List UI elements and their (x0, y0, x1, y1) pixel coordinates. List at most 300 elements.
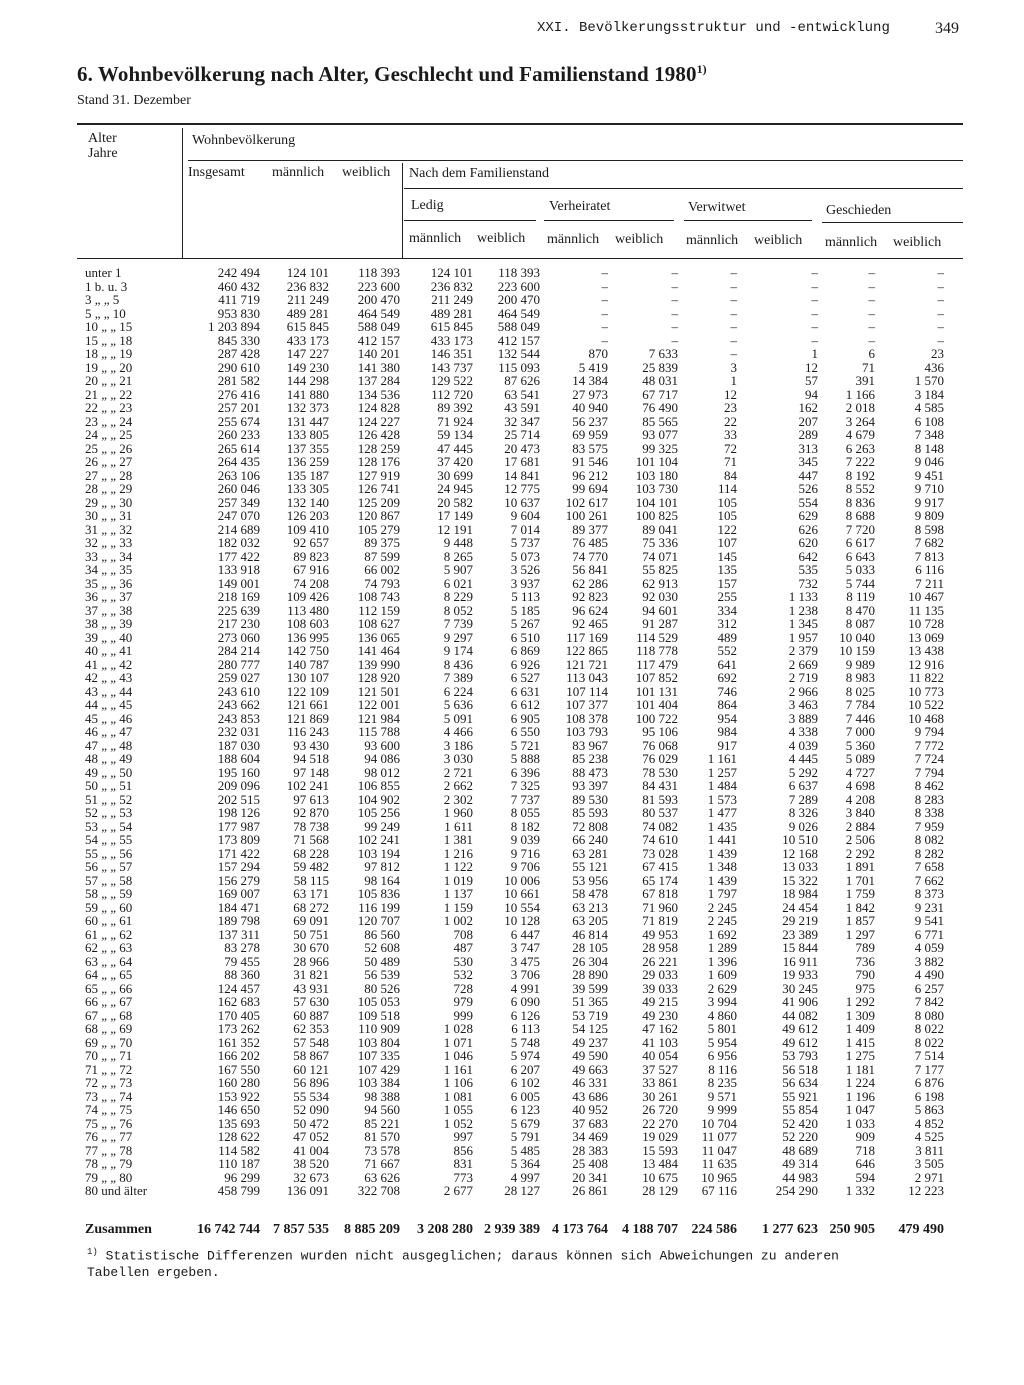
cell-married-female: 37 527 (642, 1061, 678, 1077)
cell-age-label: 19 „ „ 20 (85, 359, 133, 375)
cell-widowed-male: 1 441 (707, 832, 737, 847)
cell-female: 86 560 (364, 926, 400, 942)
header-divorced-female: weiblich (893, 235, 942, 250)
cell-total: 243 662 (217, 697, 260, 712)
cell-married-female: 89 041 (642, 521, 678, 537)
cell-widowed-male: 6 956 (707, 1048, 737, 1063)
cell-divorced-female: – (937, 278, 944, 294)
cell-age-label: 40 „ „ 41 (85, 643, 133, 658)
cell-single-male: 2 662 (443, 778, 473, 793)
cell-widowed-female: 2 669 (788, 656, 818, 672)
cell-widowed-male: – (730, 305, 737, 321)
cell-total: 166 202 (217, 1048, 260, 1063)
cell-single-male: 9 448 (443, 535, 473, 550)
cell-age-label: 41 „ „ 42 (85, 656, 133, 672)
cell-widowed-male: 255 (717, 589, 737, 604)
cell-married-female: 100 722 (635, 710, 678, 726)
table-row (80, 590, 960, 604)
cell-male: 50 751 (293, 926, 329, 942)
cell-widowed-male: 84 (724, 467, 737, 483)
cell-single-male: 1 381 (443, 832, 473, 847)
cell-married-male: 91 546 (572, 454, 608, 469)
header-female: weiblich (342, 165, 391, 180)
cell-widowed-female: – (811, 305, 818, 321)
cell-female: 122 001 (357, 697, 400, 712)
cell-divorced-male: 3 840 (845, 805, 875, 820)
cell-male: 43 931 (293, 980, 329, 996)
cell-married-female: 73 028 (642, 845, 678, 861)
cell-age-label: 78 „ „ 79 (85, 1156, 133, 1171)
cell-single-female: 6 869 (510, 643, 540, 658)
cell-married-male: 99 694 (572, 481, 608, 496)
cell-married-female: 76 029 (642, 751, 678, 766)
cell-widowed-female: 23 389 (782, 926, 818, 942)
cell-single-male: 20 582 (437, 494, 473, 510)
cell-married-male: – (601, 265, 608, 280)
cell-single-male: 979 (453, 994, 473, 1009)
cell-married-female: 71 960 (642, 899, 678, 915)
table-row (80, 320, 960, 334)
cell-married-male: 26 304 (572, 953, 608, 969)
cell-age-label: 51 „ „ 52 (85, 791, 133, 807)
cell-single-male: 124 101 (430, 265, 473, 280)
table-row (80, 550, 960, 564)
cell-single-female: 10 637 (504, 494, 540, 510)
cell-widowed-male: 334 (717, 602, 737, 618)
cell-widowed-male: 1 257 (707, 764, 737, 780)
cell-widowed-female: 19 933 (782, 967, 818, 982)
cell-single-male: 59 134 (437, 427, 473, 442)
cell-age-label: 58 „ „ 59 (85, 886, 133, 901)
table-row (80, 1022, 960, 1036)
cell-female: 128 176 (357, 454, 400, 469)
cell-widowed-female: 52 420 (782, 1115, 818, 1131)
cell-single-male: 12 191 (437, 521, 473, 537)
cell-age-label: 47 „ „ 48 (85, 737, 133, 753)
cell-widowed-male: 489 (717, 629, 737, 645)
cell-divorced-male: 1 275 (845, 1048, 875, 1063)
cell-widowed-female: 3 463 (788, 697, 818, 712)
cell-widowed-female: 1 (811, 346, 818, 361)
table-row (80, 617, 960, 631)
cell-widowed-female: 49 612 (782, 1021, 818, 1036)
table-row (80, 1171, 960, 1185)
cell-married-male: 43 686 (572, 1088, 608, 1104)
cell-married-male: 92 465 (572, 616, 608, 631)
cell-divorced-female: 4 585 (914, 400, 944, 415)
cell-married-male: 66 240 (572, 832, 608, 847)
cell-female: 50 489 (364, 953, 400, 969)
cell-age-label: 67 „ „ 68 (85, 1007, 133, 1023)
cell-female: 97 812 (364, 859, 400, 874)
cell-single-female: 9 604 (510, 508, 540, 523)
cell-single-female: 28 127 (504, 1183, 540, 1198)
cell-age-label: 10 „ „ 15 (85, 319, 133, 334)
cell-divorced-male: – (868, 278, 875, 294)
cell-married-female: 67 818 (642, 886, 678, 901)
cell-divorced-female: 8 148 (914, 440, 944, 456)
cell-divorced-female: 8 462 (914, 778, 944, 793)
cell-female: 109 518 (357, 1007, 400, 1023)
table-subtitle: Stand 31. Dezember (77, 93, 191, 108)
cell-total: 1 203 894 (208, 319, 260, 334)
table-row (80, 509, 960, 523)
cell-divorced-male: 2 884 (845, 818, 875, 834)
cell-divorced-female: 12 223 (908, 1183, 944, 1198)
cell-age-label: 18 „ „ 19 (85, 346, 133, 361)
cell-divorced-female: 6 108 (914, 413, 944, 429)
cell-total: 260 046 (217, 481, 260, 496)
header-age (88, 131, 118, 161)
cell-divorced-female: 8 022 (914, 1021, 944, 1036)
total-divorced-male: 250 905 (829, 1222, 875, 1237)
cell-divorced-female: 1 570 (914, 373, 944, 388)
cell-total: 276 416 (217, 386, 260, 402)
cell-single-female: 115 093 (498, 359, 540, 375)
cell-single-female: 12 775 (504, 481, 540, 496)
cell-divorced-female: 3 882 (914, 953, 944, 969)
cell-divorced-female: 5 863 (914, 1102, 944, 1117)
cell-male: 124 101 (286, 265, 329, 280)
cell-female: 105 836 (357, 886, 400, 901)
cell-widowed-female: 2 379 (788, 643, 818, 658)
cell-total: 187 030 (217, 737, 260, 753)
cell-married-male: 14 384 (572, 373, 608, 388)
table-row (80, 482, 960, 496)
cell-divorced-female: 3 505 (914, 1156, 944, 1171)
cell-divorced-male: 2 018 (845, 400, 875, 415)
cell-age-label: 52 „ „ 53 (85, 805, 133, 820)
cell-divorced-female: 4 490 (914, 967, 944, 982)
cell-divorced-female: 10 773 (908, 683, 944, 699)
cell-divorced-male: 7 222 (845, 454, 875, 469)
cell-age-label: 44 „ „ 45 (85, 697, 133, 712)
cell-widowed-male: 11 047 (701, 1142, 737, 1158)
cell-total: 214 689 (217, 521, 260, 537)
cell-single-female: 7 737 (510, 791, 540, 807)
cell-married-female: 28 129 (642, 1183, 678, 1198)
cell-female: 128 259 (357, 440, 400, 456)
table-row (80, 887, 960, 901)
cell-married-male: 121 721 (565, 656, 608, 672)
cell-male: 147 227 (286, 346, 329, 361)
cell-widowed-male: 1 439 (707, 845, 737, 861)
cell-divorced-male: 1 292 (845, 994, 875, 1009)
cell-divorced-male: 8 192 (845, 467, 875, 483)
cell-male: 433 173 (286, 332, 329, 348)
cell-male: 59 482 (293, 859, 329, 874)
cell-total: 110 187 (218, 1156, 260, 1171)
cell-single-male: 5 091 (443, 710, 473, 726)
cell-single-male: 773 (453, 1169, 473, 1185)
cell-single-male: 433 173 (430, 332, 473, 348)
cell-married-female: 25 839 (642, 359, 678, 375)
cell-married-female: 22 270 (642, 1115, 678, 1131)
cell-single-female: 10 128 (504, 913, 540, 928)
table-row (80, 874, 960, 888)
cell-single-female: 5 974 (510, 1048, 540, 1063)
total-single-female: 2 939 389 (484, 1222, 540, 1237)
header-rule-divorced (822, 222, 963, 223)
cell-single-male: 1 159 (443, 899, 473, 915)
cell-widowed-female: 52 220 (782, 1129, 818, 1144)
cell-married-male: 27 973 (572, 386, 608, 402)
cell-widowed-male: 22 (724, 413, 737, 429)
cell-divorced-female: – (937, 332, 944, 348)
cell-total: 411 719 (218, 292, 260, 307)
cell-divorced-male: 7 720 (845, 521, 875, 537)
header-rule-single (404, 220, 536, 221)
cell-married-female: 55 825 (642, 562, 678, 577)
table-row (80, 725, 960, 739)
cell-divorced-male: 8 552 (845, 481, 875, 496)
cell-married-female: 49 230 (642, 1007, 678, 1023)
cell-widowed-male: 984 (717, 724, 737, 739)
cell-widowed-female: 49 314 (782, 1156, 818, 1171)
cell-female: 106 855 (357, 778, 400, 793)
cell-widowed-female: 4 039 (788, 737, 818, 753)
cell-divorced-female: 6 257 (914, 980, 944, 996)
cell-male: 68 272 (293, 899, 329, 915)
cell-married-female: 48 031 (642, 373, 678, 388)
cell-female: 412 157 (357, 332, 400, 348)
cell-widowed-female: 207 (798, 413, 818, 429)
cell-married-male: 63 213 (572, 899, 608, 915)
cell-female: 102 241 (357, 832, 400, 847)
cell-widowed-female: 41 906 (782, 994, 818, 1009)
cell-widowed-male: 67 116 (701, 1183, 737, 1198)
cell-divorced-male: 5 033 (845, 562, 875, 577)
cell-widowed-female: 1 345 (788, 616, 818, 631)
cell-widowed-female: 4 338 (788, 724, 818, 739)
cell-widowed-female: 3 889 (788, 710, 818, 726)
cell-married-male: 51 365 (572, 994, 608, 1009)
cell-married-male: 49 237 (572, 1034, 608, 1050)
cell-divorced-female: 8 022 (914, 1034, 944, 1050)
cell-male: 149 230 (286, 359, 329, 375)
cell-single-male: 7 739 (443, 616, 473, 631)
cell-divorced-male: 6 263 (845, 440, 875, 456)
cell-single-male: 615 845 (430, 319, 473, 334)
cell-divorced-female: 8 282 (914, 845, 944, 861)
cell-married-male: – (601, 292, 608, 307)
cell-total: 217 230 (217, 616, 260, 631)
cell-single-female: 6 207 (510, 1061, 540, 1077)
cell-divorced-male: 4 698 (845, 778, 875, 793)
cell-divorced-female: 7 724 (914, 751, 944, 766)
cell-single-female: 87 626 (504, 373, 540, 388)
cell-widowed-male: 641 (717, 656, 737, 672)
cell-male: 109 426 (286, 589, 329, 604)
cell-single-male: 3 030 (443, 751, 473, 766)
cell-single-female: 5 267 (510, 616, 540, 631)
cell-age-label: 33 „ „ 34 (85, 548, 133, 564)
header-rule-widowed (684, 220, 812, 221)
header-age-line1: Alter (88, 131, 117, 146)
cell-widowed-male: 1 477 (707, 805, 737, 820)
table-row (80, 1049, 960, 1063)
cell-married-male: 25 408 (572, 1156, 608, 1171)
cell-female: 126 741 (357, 481, 400, 496)
cell-divorced-male: 718 (855, 1142, 875, 1158)
cell-female: 105 279 (357, 521, 400, 537)
cell-age-label: 32 „ „ 33 (85, 535, 133, 550)
cell-widowed-male: 954 (717, 710, 737, 726)
cell-married-female: – (671, 305, 678, 321)
cell-widowed-female: – (811, 278, 818, 294)
cell-single-female: 3 937 (510, 575, 540, 591)
cell-married-female: 74 082 (642, 818, 678, 834)
cell-age-label: 57 „ „ 58 (85, 872, 133, 888)
cell-married-male: 870 (588, 346, 608, 361)
cell-divorced-female: 9 809 (914, 508, 944, 523)
cell-male: 31 821 (293, 967, 329, 982)
cell-total: 124 457 (217, 980, 260, 996)
header-single-female: weiblich (477, 231, 526, 246)
cell-divorced-male: 1 033 (845, 1115, 875, 1131)
cell-male: 92 870 (293, 805, 329, 820)
cell-married-female: 62 913 (642, 575, 678, 591)
cell-divorced-male: 1 759 (845, 886, 875, 901)
cell-married-male: 107 377 (565, 697, 608, 712)
cell-married-female: – (671, 332, 678, 348)
cell-married-male: 55 121 (572, 859, 608, 874)
cell-single-male: 1 106 (443, 1075, 473, 1090)
cell-total: 225 639 (217, 602, 260, 618)
cell-total: 218 169 (217, 589, 260, 604)
table-row (80, 334, 960, 348)
cell-widowed-female: 345 (798, 454, 818, 469)
cell-single-male: 532 (453, 967, 473, 982)
cell-male: 615 845 (286, 319, 329, 334)
cell-male: 108 603 (286, 616, 329, 631)
cell-widowed-female: 56 634 (782, 1075, 818, 1090)
cell-widowed-female: 1 238 (788, 602, 818, 618)
cell-married-male: 113 043 (566, 670, 608, 685)
cell-single-female: 412 157 (497, 332, 540, 348)
cell-total: 170 405 (217, 1007, 260, 1023)
cell-married-female: 99 325 (642, 440, 678, 456)
cell-total: 96 299 (224, 1169, 260, 1185)
table-row (80, 536, 960, 550)
cell-single-female: 5 888 (510, 751, 540, 766)
cell-divorced-female: 6 116 (915, 562, 944, 577)
table-row (80, 469, 960, 483)
cell-widowed-male: 1 484 (707, 778, 737, 793)
cell-married-male: 49 663 (572, 1061, 608, 1077)
cell-divorced-male: 8 688 (845, 508, 875, 523)
cell-single-male: 6 224 (443, 683, 473, 699)
table-row (80, 901, 960, 915)
cell-age-label: 70 „ „ 71 (85, 1048, 133, 1063)
cell-single-female: 223 600 (497, 278, 540, 294)
cell-male: 121 869 (286, 710, 329, 726)
cell-married-female: 76 068 (642, 737, 678, 753)
header-rule-group (188, 160, 963, 161)
cell-male: 55 534 (293, 1088, 329, 1104)
cell-single-male: 24 945 (437, 481, 473, 496)
cell-married-male: 85 238 (572, 751, 608, 766)
cell-total: 255 674 (217, 413, 260, 429)
cell-divorced-male: 789 (855, 940, 875, 955)
cell-male: 38 520 (293, 1156, 329, 1171)
cell-age-label: 39 „ „ 40 (85, 629, 133, 645)
cell-widowed-male: 1 573 (707, 791, 737, 807)
cell-married-female: 33 861 (642, 1075, 678, 1090)
cell-widowed-male: 1 348 (707, 859, 737, 874)
cell-widowed-male: 917 (717, 737, 737, 753)
cell-divorced-male: 6 617 (845, 535, 875, 550)
cell-single-male: 1 046 (443, 1048, 473, 1063)
cell-divorced-female: – (937, 319, 944, 334)
table-row (80, 1063, 960, 1077)
cell-widowed-male: 107 (717, 535, 737, 550)
cell-single-female: 132 544 (497, 346, 540, 361)
cell-single-male: 2 302 (443, 791, 473, 807)
cell-single-male: 2 677 (443, 1183, 473, 1198)
cell-male: 47 052 (293, 1129, 329, 1144)
cell-divorced-male: 10 040 (839, 629, 875, 645)
cell-divorced-male: 8 119 (846, 589, 875, 604)
cell-widowed-female: – (811, 292, 818, 307)
cell-total: 202 515 (217, 791, 260, 807)
table-row (80, 739, 960, 753)
cell-married-male: 46 814 (572, 926, 608, 942)
table-row (80, 280, 960, 294)
cell-female: 73 578 (364, 1142, 400, 1158)
cell-female: 74 793 (364, 575, 400, 591)
cell-total: 137 311 (218, 926, 260, 942)
cell-widowed-male: 3 (730, 359, 737, 375)
cell-divorced-female: 4 059 (914, 940, 944, 955)
cell-total: 171 422 (217, 845, 260, 861)
cell-married-female: – (671, 319, 678, 334)
cell-married-female: 93 077 (642, 427, 678, 442)
table-row (80, 496, 960, 510)
cell-married-female: 101 404 (635, 697, 678, 712)
cell-female: 98 012 (364, 764, 400, 780)
cell-single-female: 5 113 (511, 589, 540, 604)
cell-widowed-male: 3 994 (707, 994, 737, 1009)
cell-widowed-male: 8 235 (707, 1075, 737, 1090)
cell-married-male: 96 212 (572, 467, 608, 483)
cell-married-male: 34 469 (572, 1129, 608, 1144)
cell-married-male: 5 419 (578, 359, 608, 375)
cell-male: 74 208 (293, 575, 329, 591)
cell-female: 107 429 (357, 1061, 400, 1077)
cell-total: 280 777 (217, 656, 260, 672)
cell-divorced-female: 3 811 (915, 1142, 944, 1158)
cell-male: 78 738 (293, 818, 329, 834)
table-row (80, 442, 960, 456)
cell-divorced-female: 7 682 (914, 535, 944, 550)
cell-married-female: 67 717 (642, 386, 678, 402)
cell-female: 103 194 (357, 845, 400, 861)
table-row (80, 968, 960, 982)
total-male: 7 857 535 (273, 1222, 329, 1237)
cell-single-female: 9 716 (510, 845, 540, 861)
cell-divorced-male: 10 159 (839, 643, 875, 658)
cell-divorced-male: 1 309 (845, 1007, 875, 1023)
cell-age-label: 63 „ „ 64 (85, 953, 133, 969)
cell-male: 63 171 (293, 886, 329, 901)
cell-married-female: 74 610 (642, 832, 678, 847)
cell-divorced-male: 7 000 (845, 724, 875, 739)
cell-total: 845 330 (217, 332, 260, 348)
cell-male: 58 867 (293, 1048, 329, 1063)
cell-single-male: 1 216 (443, 845, 473, 861)
table-row (80, 671, 960, 685)
